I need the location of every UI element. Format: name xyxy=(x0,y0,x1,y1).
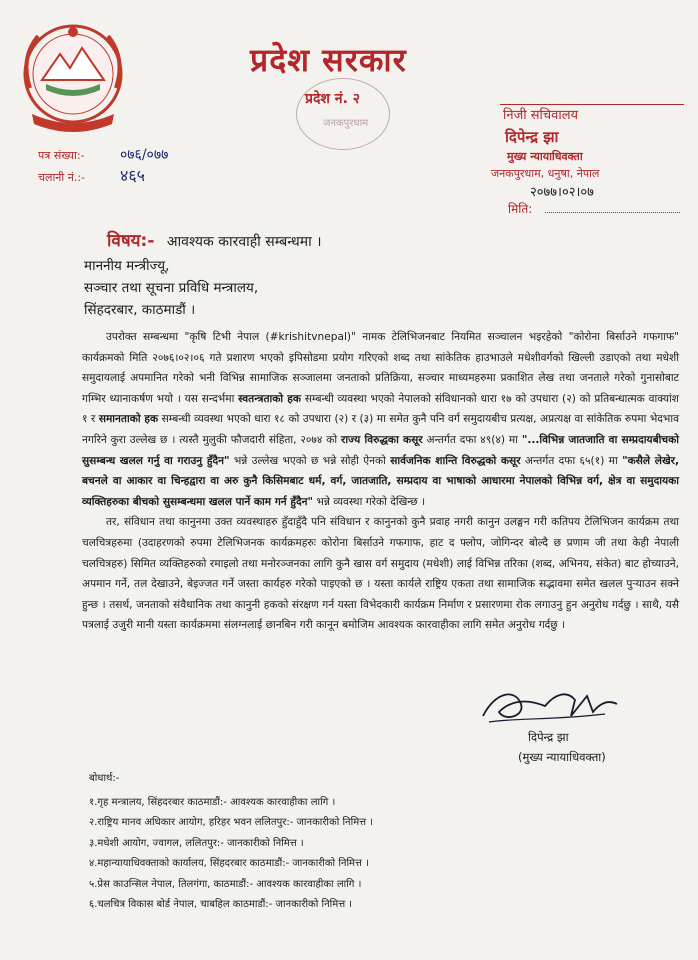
p1-mid-5: अन्तर्गत दफा ६५(१) मा xyxy=(524,454,618,467)
p1-bold-5: सार्वजनिक शान्ति विरुद्धको कसूर xyxy=(390,454,521,467)
patra-sankhya-label: पत्र संख्या:- xyxy=(38,149,85,162)
addressee-line3: सिंहदरबार, काठमाडौं । xyxy=(84,302,196,318)
cc-item: २.राष्ट्रिय मानव अधिकार आयोग, हरिहर भवन ललितपुर:- जानकारीको निमित्त । xyxy=(89,817,374,829)
government-title: प्रदेश सरकार xyxy=(250,41,407,79)
p1-bold-6: "कसैले लेखेर, बचनले वा आकार वा चिन्हद्वारा वा अरु कुनै किसिमबाट धर्म, वर्ग, जातजाति, सम्प्रदाय वा भाषाको आधारमा नेपालको विभिन्न वर्ग, क्षेत्र वा समुदायका व्यक्तिहरुका बीचको सुसम्बन्धमा खलल पार्ने काम गर्न हुँदैन" xyxy=(82,454,679,508)
miti-label: मिति: xyxy=(508,202,533,216)
letter-body xyxy=(82,327,679,636)
body-paragraph-2: तर, संविधान तथा कानुनमा उक्त व्यवस्थाहरु हुँदाहुँदै पनि संविधान र कानुनको कुनै प्रवाह नगरी कानुन उलङ्घन गरी कतिपय टेलिभिजन कार्यक्रम तथा चलचित्रहरुमा (उदाहरणको रुपमा टेलिभिजनक कार्यक्रमहरुः कोरोना बिर्साउने गफगाफ, हाट द फ्लोप, जोगिन्दर बोल्दै छ प्रणाम जी तथा केही नेपाली चलचित्रहरु) सिमित व्यक्तिहरुको रमाइलो तथा मनोरञ्जनका लागि कुनै खास वर्ग समुदाय (मधेशी) लाई विभिन्न तरिका (शब्द, अभिनय, संकेत) बाट होच्याउने, अपमान गर्ने, तल देखाउने, बेइज्जत गर्ने जस्ता कार्यहरु गरेको पाइएको छ । यस्ता कार्यले राष्ट्रिय एकता तथा सामाजिक सद्भावमा समेत खलल पुऱ्याउन सक्ने हुन्छ । तसर्थ, जनताको संवैधानिक तथा कानुनी हकको संरक्षण गर्न यस्ता विभेदकारी कार्यक्रम निर्माण र प्रसारणमा रोक लगाउनु हुन अनुरोध गर्दछु । साथै, यसै पत्रलाई उजुरी मानी यस्ता कार्यक्रममा संलग्नलाई छानबिन गरी कानून बमोजिम आवश्यक कारवाहीका लागि समेत अनुरोध गर्दछु । xyxy=(82,516,679,632)
addressee-line2: सञ्चार तथा सूचना प्रविधि मन्त्रालय, xyxy=(84,280,259,296)
p1-bold-3: राज्य विरुद्धका कसूर xyxy=(341,433,423,446)
subject-line xyxy=(107,228,322,251)
cc-list xyxy=(89,793,373,915)
office-stamp xyxy=(296,78,390,150)
stamp-text: प्रदेश नं. २ xyxy=(305,91,361,107)
chalani-value: ४६५ xyxy=(120,166,145,185)
p1-bold-1: स्वतन्त्रताको हक xyxy=(238,392,302,405)
cc-item: ४.महान्यायाधिवक्ताको कार्यालय, सिंहदरबार काठमाडौं:- जानकारीको निमित्त । xyxy=(89,858,369,870)
office-line2: दिपेन्द्र झा xyxy=(505,128,559,146)
office-line4: जनकपुरधाम, धनुषा, नेपाल xyxy=(491,167,600,180)
subject-text: आवश्यक कारवाही सम्बन्धमा । xyxy=(166,234,322,250)
cc-item: ६.चलचित्र विकास बोर्ड नेपाल, चाबहिल काठमाडौं:- जानकारीको निमित्त । xyxy=(89,898,353,910)
office-rule xyxy=(500,104,684,105)
p1-mid-1: सम्बन्धी व्यवस्था भएको नेपालको संविधानको धारा १७ को उपधारा (२) को प्रतिबन्धात्मक वाक्यांश १ र xyxy=(82,392,680,426)
body-paragraph-1 xyxy=(82,327,679,512)
signatory-name: दिपेन्द्र झा xyxy=(528,730,569,744)
addressee-line1: माननीय मन्त्रीज्यू, xyxy=(84,258,170,274)
p1-mid-3: अन्तर्गत दफा ४९(४) मा xyxy=(426,433,518,446)
subject-label: विषय:- xyxy=(107,231,155,251)
p1-mid-2: सम्बन्धी व्यवस्था भएको धारा १८ को उपधारा (२) र (३) मा समेत कुनै पनि वर्ग समुदायबीच प्रत्यक्ष, अप्रत्यक्ष वा सांकेतिक रुपमा भेदभाव नगरिने कुरा उल्लेख छ । त्यस्तै मुलुकी फौजदारी संहिता, २०७४ को xyxy=(82,413,679,446)
p1-text: उपरोक्त सम्बन्धमा "कृषि टिभी नेपाल (#krishitvnepal)" नामक टेलिभिजनबाट नियमित सञ्चालन भइरहेको "कोरोना बिर्साउने गफगाफ" कार्यक्रमको मिति २०७६।०२।०६ गते प्रशारण भएको इपिसोडमा प्रयोग गरिएको शब्द तथा सांकेतिक हाउभाउले मधेशीवर्गको खिल्ली उडाएको तथा मधेशी समुदायलाई अपमानित गरेको भनी विभिन्न सामाजिक सञ्जालमा जनताको प्रतिक्रिया, सञ्चार माध्यमहरुमा प्रकाशित लेख तथा जनताले गरेको गुनासोबाट गम्भिर ध्यानाकर्षण भयो । यस सन्दर्भमा xyxy=(82,331,679,405)
stamp-subtext: जनकपुरधाम xyxy=(323,118,369,129)
cc-item: ५.प्रेस काउन्सिल नेपाल, तिलगंगा, काठमाडौं:- आवश्यक कारवाहीका लागि । xyxy=(89,878,362,890)
signature-mark xyxy=(475,682,625,730)
p1-bold-4: "...विभिन्न जातजाति वा सम्प्रदायबीचको सुसम्बन्ध खलल गर्नु वा गराउनु हुँदैन" xyxy=(82,433,679,467)
cc-item: १.गृह मन्त्रालय, सिंहदरबार काठमाडौं:- आवश्यक कारवाहीका लागि । xyxy=(89,797,336,808)
cc-item: ३.मधेशी आयोग, ज्वागल, ललितपुर:- जानकारीको निमित्त । xyxy=(89,837,304,849)
letter-date: २०७७।०२।०७ xyxy=(530,185,594,200)
office-block xyxy=(485,105,685,181)
p1-end: भन्ने व्यवस्था गरेको देखिन्छ । xyxy=(316,495,426,508)
p1-mid-4: भन्ने उल्लेख भएको छ भन्ने सोही ऐनको xyxy=(233,454,386,467)
office-line1: निजी सचिवालय xyxy=(503,108,579,123)
signatory-role: (मुख्य न्यायाधिवक्ता) xyxy=(518,750,606,764)
office-line3: मुख्य न्यायाधिवक्ता xyxy=(507,150,583,163)
chalani-label: चलानी नं.:- xyxy=(38,171,86,184)
miti-dotted-line xyxy=(545,212,680,213)
p1-bold-2: समानताको हक xyxy=(98,413,159,426)
nepal-emblem-icon xyxy=(12,18,134,136)
patra-sankhya-value: ०७६/०७७ xyxy=(120,147,169,163)
cc-label: बोधार्थ:- xyxy=(89,773,120,784)
